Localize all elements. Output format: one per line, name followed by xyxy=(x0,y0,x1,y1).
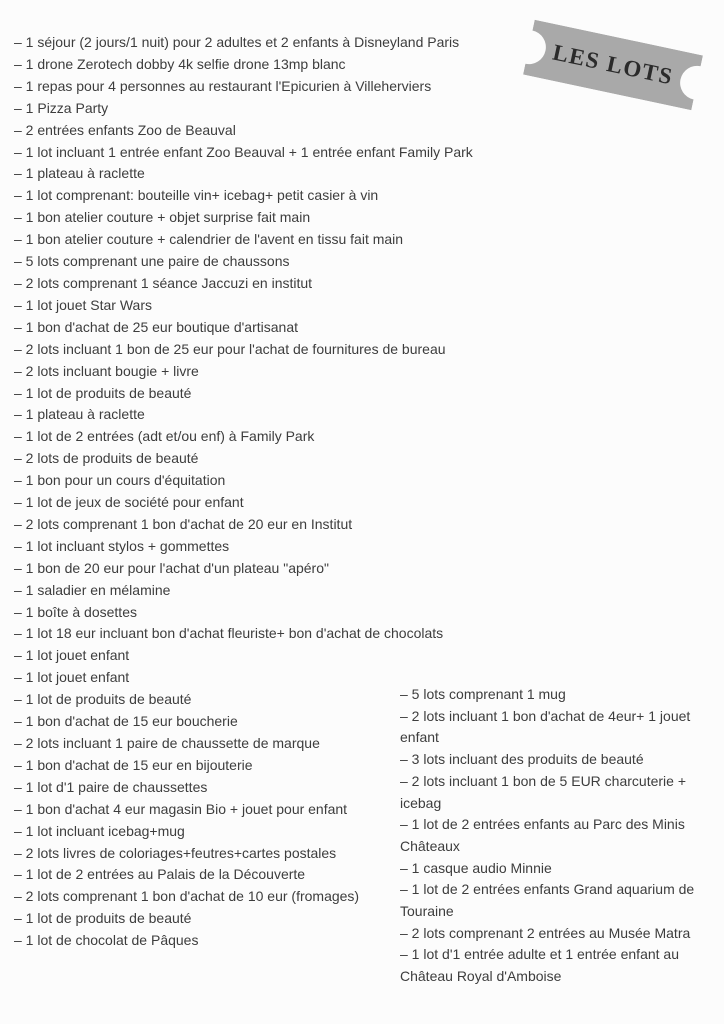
lot-item: – 1 lot de produits de beauté xyxy=(14,384,192,401)
lot-item: – 2 lots incluant 1 paire de chaussette de marque xyxy=(14,735,320,751)
lot-item: – 1 lot jouet enfant xyxy=(14,669,130,686)
lot-item: – 2 lots comprenant 1 séance Jaccuzi en institut xyxy=(14,274,313,291)
lot-item: – 1 lot comprenant: bouteille vin+ icebag+ petit casier à vin xyxy=(14,187,379,204)
lot-item: – 2 lots incluant 1 bon de 25 eur pour l'achat de fournitures de bureau xyxy=(14,340,446,357)
lot-item: – 1 bon d'achat de 15 eur en bijouterie xyxy=(14,756,253,773)
lot-item: – 1 séjour (2 jours/1 nuit) pour 2 adultes et 2 enfants à Disneyland Paris xyxy=(14,34,460,50)
lot-item: – 2 lots incluant bougie + livre xyxy=(14,362,199,379)
lot-item: – 5 lots comprenant une paire de chaussons xyxy=(14,253,290,270)
lot-item: – 2 lots de produits de beauté xyxy=(14,450,199,467)
ticket-label: LES LOTS xyxy=(550,39,676,90)
lot-item: – 1 drone Zerotech dobby 4k selfie drone 13mp blanc xyxy=(14,55,346,72)
lot-item: – 1 repas pour 4 personnes au restaurant l'Epicurien à Villeherviers xyxy=(14,77,432,94)
lot-item: – 1 lot de jeux de société pour enfant xyxy=(14,494,244,511)
lot-item: – 1 lot de 2 entrées au Palais de la Découverte xyxy=(14,866,306,883)
lot-item: – 5 lots comprenant 1 mug xyxy=(400,686,566,702)
lot-item: – 1 saladier en mélamine xyxy=(14,581,171,598)
lot-item: – 2 entrées enfants Zoo de Beauval xyxy=(14,121,236,138)
lot-item: – 1 lot de produits de beauté xyxy=(14,691,192,708)
lot-item: – 1 lot incluant icebag+mug xyxy=(14,822,185,839)
lot-item: – 1 boîte à dosettes xyxy=(14,603,137,620)
lot-item: – 1 bon d'achat de 25 eur boutique d'artisanat xyxy=(14,318,299,335)
lot-item: – 1 Pizza Party xyxy=(14,99,109,116)
lot-item: – 1 lot incluant 1 entrée enfant Zoo Beauval + 1 entrée enfant Family Park xyxy=(14,143,473,160)
lot-item: – 2 lots comprenant 1 bon d'achat de 10 eur (fromages) xyxy=(14,888,360,905)
lot-item: – 1 casque audio Minnie xyxy=(400,859,552,876)
lot-item: – 1 lot de 2 entrées enfants au Parc des Minis Châteaux xyxy=(400,816,685,854)
lot-item: – 1 lot de produits de beauté xyxy=(14,910,192,927)
lot-item: – 1 lot d'1 paire de chaussettes xyxy=(14,778,208,795)
lot-item: – 2 lots livres de coloriages+feutres+cartes postales xyxy=(14,844,337,861)
lot-item: – 1 lot de 2 entrées enfants Grand aquarium de Touraine xyxy=(400,881,695,920)
lot-item: – 1 lot d'1 entrée adulte et 1 entrée enfant au Château Royal d'Amboise xyxy=(400,946,679,985)
lot-item: – 1 lot jouet enfant xyxy=(14,647,130,664)
lot-item: – 1 lot de 2 entrées (adt et/ou enf) à Family Park xyxy=(14,428,315,445)
lot-item: – 1 bon atelier couture + objet surprise fait main xyxy=(14,209,311,226)
lot-item: – 1 lot de chocolat de Pâques xyxy=(14,932,199,949)
lot-item: – 2 lots incluant 1 bon de 5 EUR charcuterie + icebag xyxy=(400,772,687,811)
lot-item: – 2 lots comprenant 1 bon d'achat de 20 eur en Institut xyxy=(14,515,353,532)
lot-item: – 1 bon d'achat 4 eur magasin Bio + jouet pour enfant xyxy=(14,800,348,817)
lot-item: – 1 bon atelier couture + calendrier de l'avent en tissu fait main xyxy=(14,231,404,248)
lot-item: – 1 lot incluant stylos + gommettes xyxy=(14,537,230,554)
lots-column-right xyxy=(400,684,714,988)
lot-item: – 1 bon d'achat de 15 eur boucherie xyxy=(14,713,238,730)
lot-item: – 1 bon de 20 eur pour l'achat d'un plateau "apéro" xyxy=(14,559,329,576)
lot-item: – 2 lots incluant 1 bon d'achat de 4eur+ 1 jouet enfant xyxy=(400,707,691,746)
lot-item: – 1 plateau à raclette xyxy=(14,165,145,182)
lot-item: – 1 bon pour un cours d'équitation xyxy=(14,472,226,489)
lot-item: – 2 lots comprenant 2 entrées au Musée Matra xyxy=(400,924,691,941)
lot-item: – 1 plateau à raclette xyxy=(14,406,145,423)
lot-item: – 3 lots incluant des produits de beauté xyxy=(400,751,644,768)
lot-item: – 1 lot 18 eur incluant bon d'achat fleuriste+ bon d'achat de chocolats xyxy=(14,625,444,642)
lot-item: – 1 lot jouet Star Wars xyxy=(14,296,152,313)
